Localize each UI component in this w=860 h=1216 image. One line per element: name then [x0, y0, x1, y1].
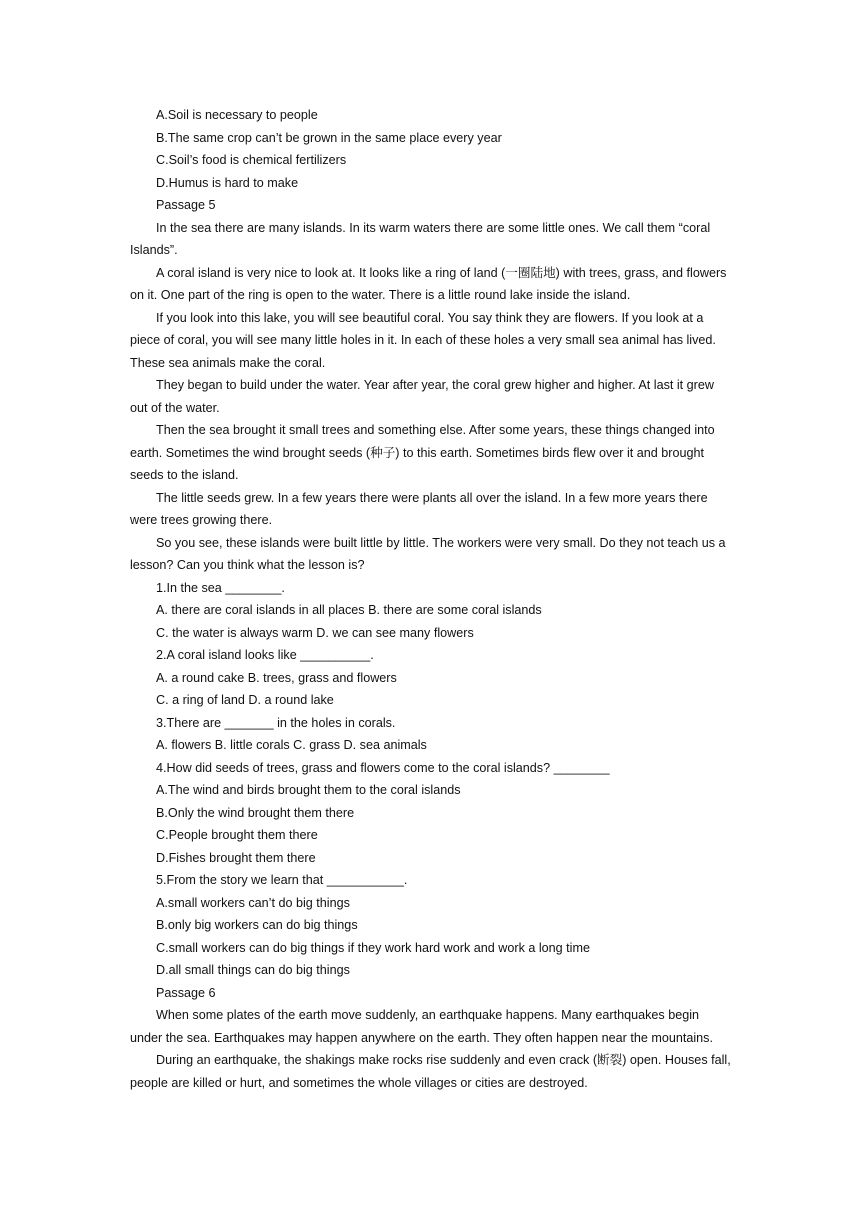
passage-paragraph: During an earthquake, the shakings make rocks rise suddenly and even crack (断裂) open. Houses fall, people are killed or hurt, and sometimes the whole villages or cities are destroyed.	[130, 1053, 731, 1090]
option-c: C.Soil’s food is chemical fertilizers	[156, 153, 347, 167]
question-1-options-ab: A. there are coral islands in all places B. there are some coral islands	[156, 603, 542, 617]
question-5: 5.From the story we learn that ___________.	[156, 873, 408, 887]
question-4-option-c: C.People brought them there	[156, 828, 318, 842]
question-3: 3.There are _______ in the holes in corals.	[156, 715, 396, 730]
question-4-option-a: A.The wind and birds brought them to the coral islands	[156, 783, 461, 797]
passage-paragraph: If you look into this lake, you will see beautiful coral. You say think they are flowers. If you look at a piece of coral, you will see many little holes in it. In each of these holes a very small sea animal has lived. These sea animals make the coral.	[130, 310, 716, 370]
passage-6-heading: Passage 6	[156, 985, 216, 1000]
passage-paragraph: A coral island is very nice to look at. It looks like a ring of land (一圈陆地) with trees, grass, and flowers on it. One part of the ring is open to the water. There is a little round lake inside the island.	[130, 265, 727, 302]
question-1-options-cd: C. the water is always warm D. we can see many flowers	[156, 625, 474, 640]
question-5-option-a: A.small workers can’t do big things	[156, 895, 350, 910]
question-4: 4.How did seeds of trees, grass and flowers come to the coral islands? ________	[156, 760, 610, 775]
passage-paragraph: So you see, these islands were built little by little. The workers were very small. Do they not teach us a lesson? Can you think what the lesson is?	[130, 535, 726, 572]
option-d: D.Humus is hard to make	[156, 175, 299, 190]
document-page	[130, 104, 732, 1094]
question-5-option-b: B.only big workers can do big things	[156, 918, 358, 932]
question-2-options-ab: A. a round cake B. trees, grass and flowers	[156, 670, 397, 685]
question-3-options: A. flowers B. little corals C. grass D. sea animals	[156, 738, 427, 752]
option-b: B.The same crop can’t be grown in the same place every year	[156, 130, 502, 145]
question-4-option-d: D.Fishes brought them there	[156, 850, 316, 865]
question-5-option-d: D.all small things can do big things	[156, 963, 350, 977]
question-4-option-b: B.Only the wind brought them there	[156, 805, 355, 820]
passage-5-heading: Passage 5	[156, 198, 216, 212]
question-2: 2.A coral island looks like __________.	[156, 648, 374, 662]
question-2-options-cd: C. a ring of land D. a round lake	[156, 693, 334, 707]
passage-paragraph: Then the sea brought it small trees and something else. After some years, these things changed into earth. Sometimes the wind brought seeds (种子) to this earth. Sometimes birds flew over it and brought seeds to the island.	[130, 423, 715, 482]
passage-paragraph: The little seeds grew. In a few years there were plants all over the island. In a few more years there were trees growing there.	[130, 490, 708, 527]
question-5-option-c: C.small workers can do big things if they work hard work and work a long time	[156, 940, 590, 955]
option-a: A.Soil is necessary to people	[156, 108, 318, 122]
question-1: 1.In the sea ________.	[156, 580, 285, 595]
passage-paragraph: When some plates of the earth move suddenly, an earthquake happens. Many earthquakes begin under the sea. Earthquakes may happen anywhere on the earth. They often happen near the mountains.	[130, 1008, 713, 1045]
passage-paragraph: They began to build under the water. Year after year, the coral grew higher and higher. At last it grew out of the water.	[130, 378, 714, 415]
passage-paragraph: In the sea there are many islands. In its warm waters there are some little ones. We call them “coral Islands”.	[130, 220, 711, 257]
